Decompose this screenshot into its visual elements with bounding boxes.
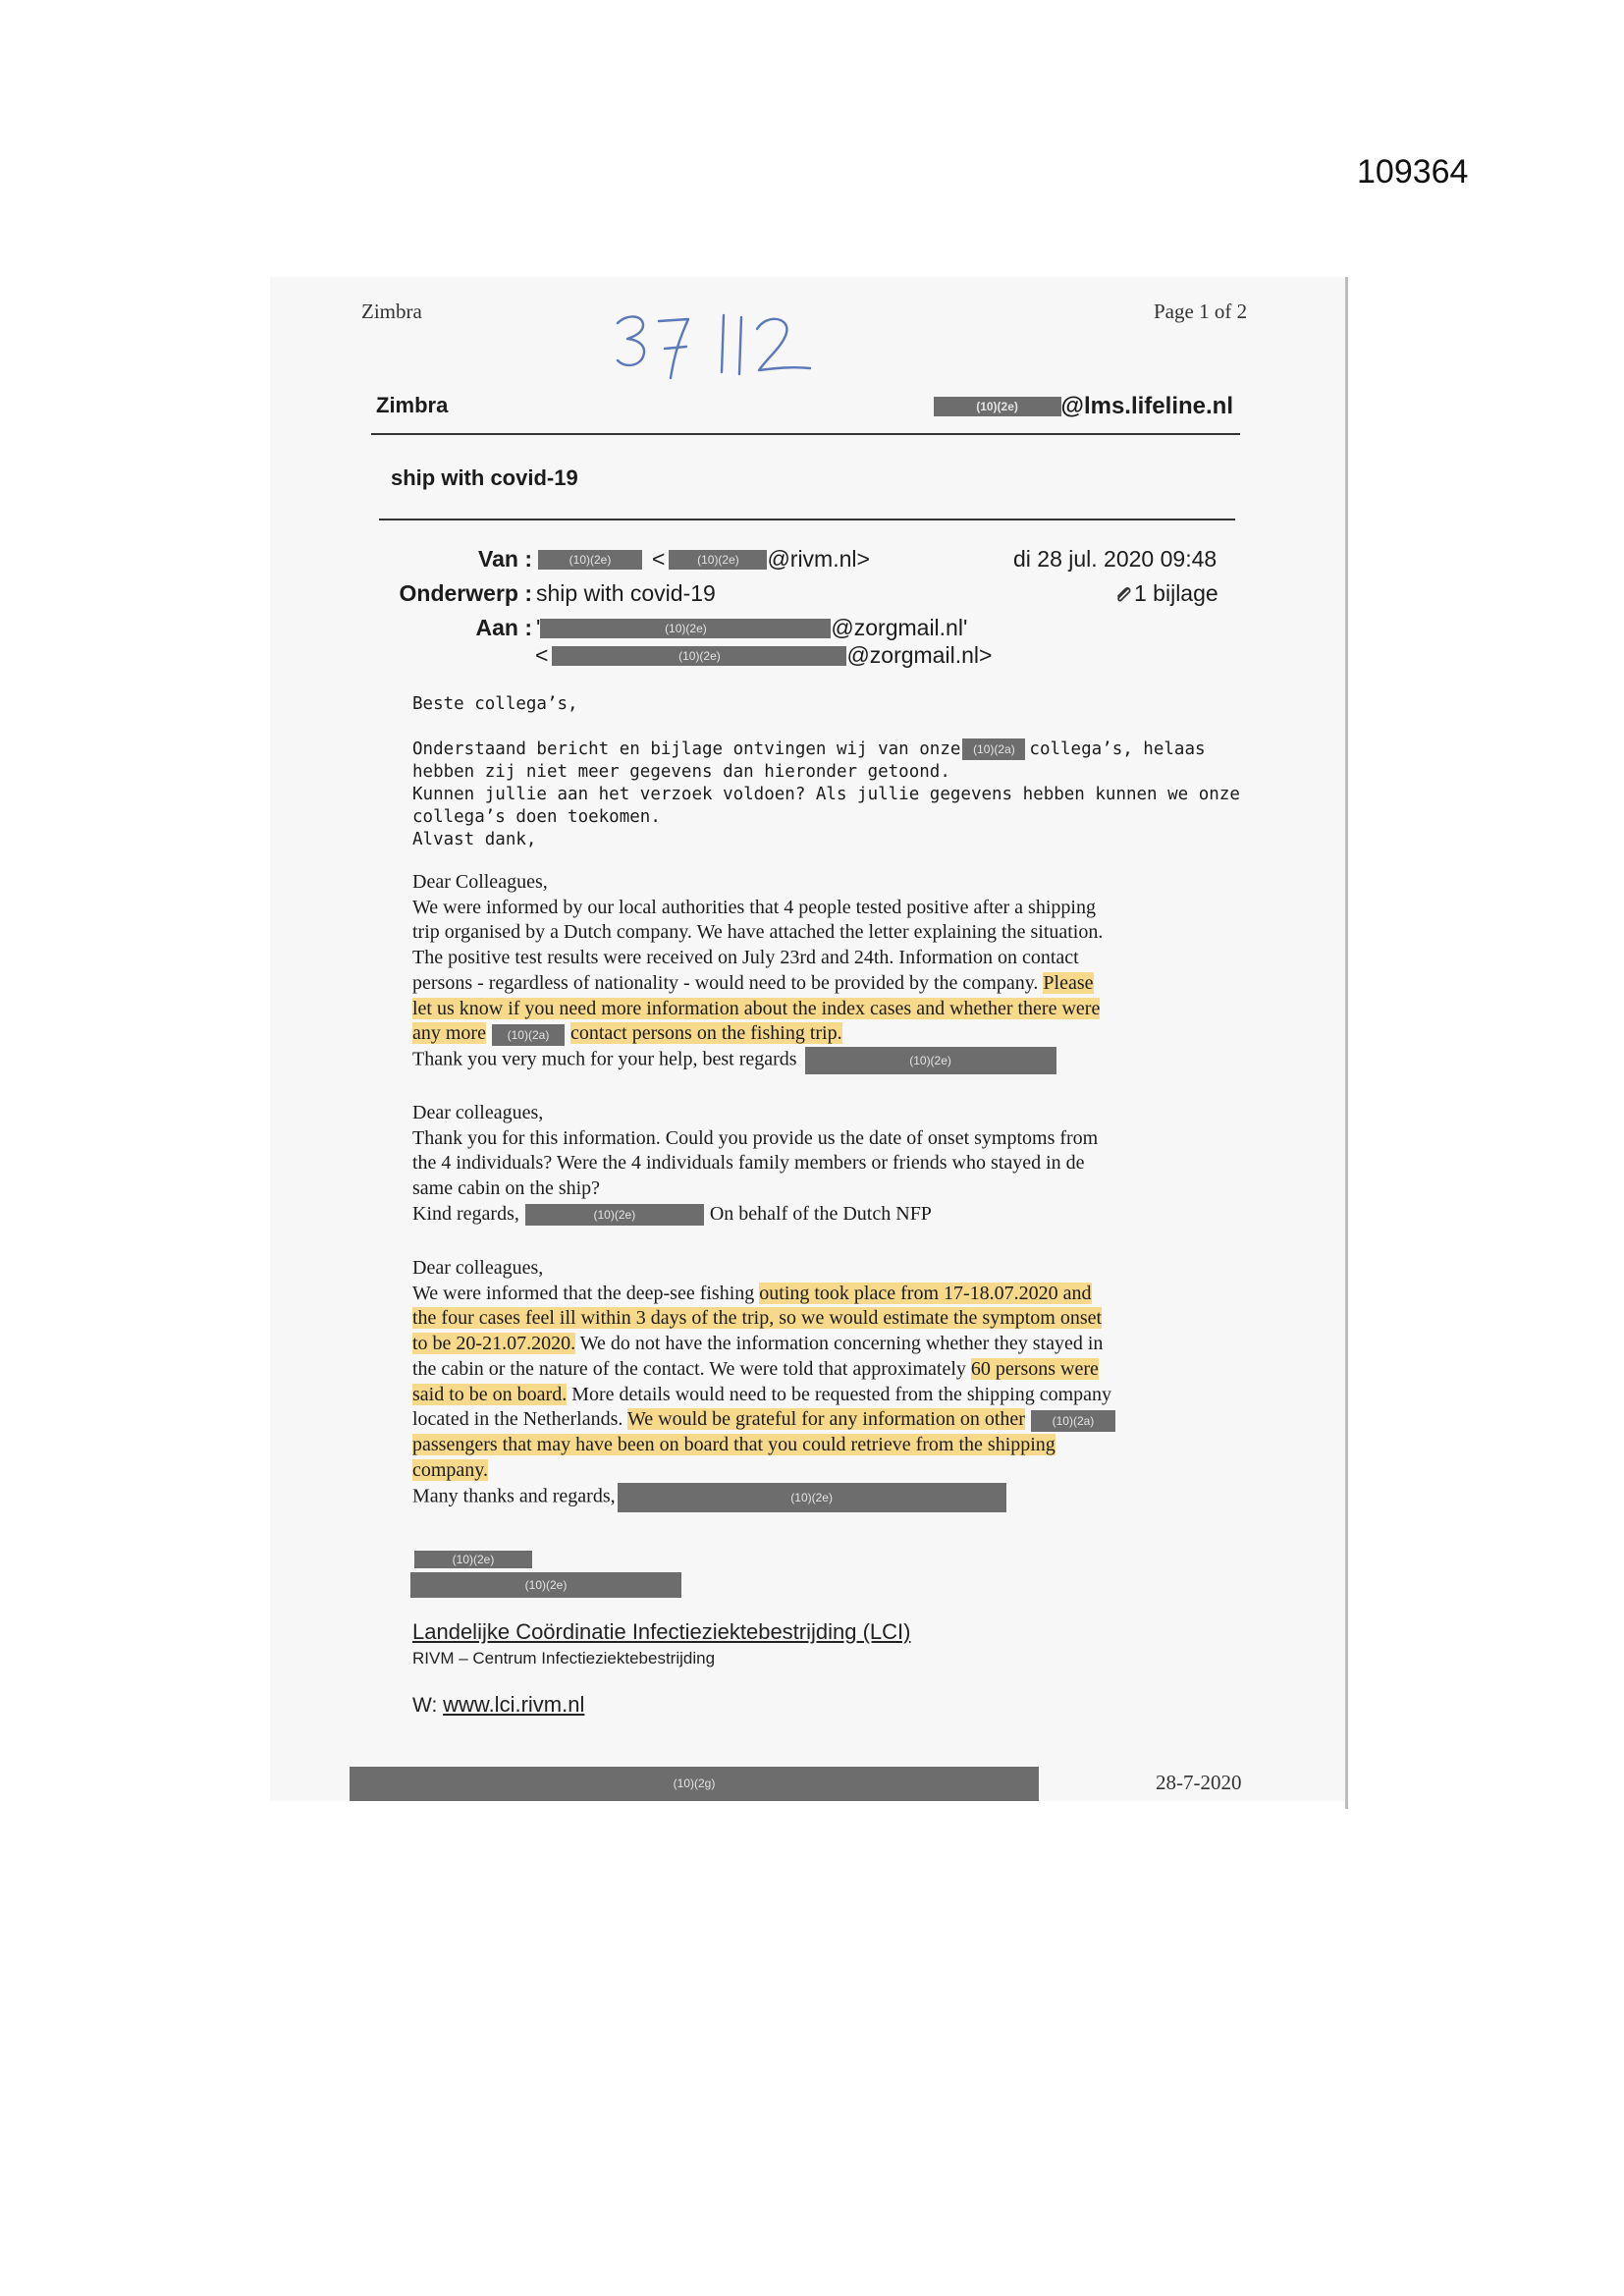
sheet-edge-shadow [1345, 277, 1348, 1809]
message3-line-9-text: Many thanks and regards, [412, 1485, 616, 1507]
message2-greeting: Dear colleagues, [412, 1102, 544, 1123]
dutch-line-2: hebben zij niet meer gegevens dan hieronder getoond. [412, 762, 950, 782]
account-domain: @lms.lifeline.nl [1060, 393, 1233, 419]
mail-app-title: Zimbra [376, 393, 449, 417]
dutch-line-3: Kunnen jullie aan het verzoek voldoen? Als jullie gegevens hebben kunnen we onze [412, 785, 1240, 804]
message1-greeting: Dear Colleagues, [412, 871, 548, 893]
message2-line-4-redaction: (10)(2e) [525, 1204, 704, 1226]
signature-department: RIVM – Centrum Infectieziektebestrijding [412, 1649, 716, 1667]
dutch-line-4: collega’s doen toekomen. [412, 807, 661, 827]
message2-line-3: same cabin on the ship? [412, 1177, 601, 1200]
account-address [934, 393, 1233, 420]
message1-line-6 [412, 1021, 1103, 1047]
print-header-app: Zimbra [361, 300, 422, 323]
header-from-row [393, 546, 870, 573]
message3-line-9 [412, 1483, 1115, 1512]
handwritten-number [614, 309, 839, 393]
message1-line-7 [412, 1047, 1103, 1074]
paperclip-icon [1112, 583, 1134, 605]
header-to-row [393, 615, 967, 641]
signature-org-link[interactable]: Landelijke Coördinatie Infectieziektebestrijding (LCI) [412, 1619, 911, 1644]
message3-line-4-highlight: 60 persons were [970, 1357, 1099, 1380]
message3-line-8-highlight: company. [412, 1458, 489, 1481]
message1-line-6-redaction: (10)(2a) [492, 1024, 565, 1046]
to-label: Aan : [475, 615, 532, 640]
signature-redaction-2-wrap [410, 1572, 681, 1598]
attachment-count: 1 bijlage [1134, 580, 1218, 606]
message1-line-4 [412, 971, 1103, 997]
signature-redaction-1: (10)(2e) [414, 1551, 532, 1568]
dutch-line-1b: collega’s, helaas [1029, 739, 1206, 759]
footer-url-redaction-wrap [350, 1767, 1039, 1801]
account-redaction: (10)(2e) [934, 397, 1061, 416]
message3-line-5 [412, 1383, 1115, 1408]
signature-redaction-1-wrap [414, 1551, 532, 1568]
attachment-info[interactable] [1112, 580, 1218, 607]
print-header-page: Page 1 of 2 [1154, 300, 1248, 323]
message2-line-1: Thank you for this information. Could you provide us the date of onset symptoms from [412, 1126, 1099, 1149]
to-line2-domain: @zorgmail.nl> [846, 642, 993, 668]
dutch-line-1a: Onderstaand bericht en bijlage ontvingen wij van onze [412, 739, 961, 759]
from-open: < [652, 546, 666, 572]
message1-line-4-highlight: Please [1043, 971, 1094, 994]
message3-line-1a: We were informed that the deep-see fishing [412, 1282, 755, 1304]
message1-line-1: We were informed by our local authorities that 4 people tested positive after a shipping [412, 896, 1096, 918]
to-line1-redaction: (10)(2e) [540, 619, 831, 638]
dutch-greeting: Beste collega’s, [412, 694, 578, 714]
handwritten-number-drawing [614, 309, 839, 388]
message3-line-4a: the cabin or the nature of the contact. We were told that approximately [412, 1357, 966, 1380]
to-line1-open: ' [536, 615, 541, 640]
from-name-redaction: (10)(2e) [538, 550, 642, 570]
dutch-line-5: Alvast dank, [412, 830, 537, 849]
footer-url-redaction: (10)(2g) [350, 1767, 1039, 1801]
from-domain: @rivm.nl> [767, 546, 870, 572]
subject-value: ship with covid-19 [536, 580, 716, 606]
subject-title: ship with covid-19 [391, 465, 578, 490]
message3-line-7 [412, 1433, 1115, 1458]
message3-line-1-highlight: outing took place from 17-18.07.2020 and [759, 1282, 1092, 1304]
message3-line-5-highlight: said to be on board. [412, 1383, 568, 1405]
message3-line-1 [412, 1282, 1115, 1307]
message3-line-3b: We do not have the information concerning whether they stayed in [579, 1333, 1104, 1355]
message3-line-2 [412, 1306, 1115, 1332]
message1-line-4a: persons - regardless of nationality - would need to be provided by the company. [412, 971, 1039, 994]
message3-greeting: Dear colleagues, [412, 1257, 544, 1279]
subject-label: Onderwerp : [399, 580, 532, 606]
message2 [412, 1101, 1098, 1228]
message1-line-5 [412, 997, 1103, 1022]
from-label: Van : [478, 546, 532, 572]
message2-line-2: the 4 individuals? Were the 4 individuals family members or friends who stayed in de [412, 1152, 1085, 1175]
message3-line-3 [412, 1332, 1115, 1357]
message1-line-7-text: Thank you very much for your help, best regards [412, 1048, 797, 1070]
message3-line-6-redaction: (10)(2a) [1031, 1410, 1115, 1432]
message3-line-9-redaction: (10)(2e) [618, 1483, 1006, 1512]
message2-line-4b: On behalf of the Dutch NFP [709, 1202, 932, 1225]
message3-line-2-highlight: the four cases feel ill within 3 days of the trip, so we would estimate the symptom onset [412, 1307, 1103, 1330]
dutch-line-1 [412, 738, 1206, 761]
message3-line-8 [412, 1458, 1115, 1484]
subject-divider [379, 519, 1235, 520]
footer-date: 28-7-2020 [1156, 1771, 1242, 1794]
message3-line-6-highlight: We would be grateful for any information on other [627, 1408, 1025, 1431]
signature-web-label: W: [412, 1694, 438, 1717]
message3 [412, 1256, 1115, 1512]
message3-line-6a: located in the Netherlands. [412, 1408, 623, 1431]
message1-line-5-highlight: let us know if you need more information about the index cases and whether there were [412, 997, 1101, 1019]
header-to-row-2 [535, 642, 992, 669]
message3-line-6 [412, 1407, 1115, 1433]
message3-line-7-highlight: passengers that may have been on board that you could retrieve from the shipping [412, 1433, 1056, 1455]
header-divider [371, 433, 1240, 435]
to-line2-open: < [535, 642, 549, 668]
message2-line-4 [412, 1202, 1098, 1228]
message3-line-4 [412, 1357, 1115, 1383]
dutch-line-1-redaction: (10)(2a) [962, 738, 1025, 760]
header-date: di 28 jul. 2020 09:48 [1013, 546, 1218, 572]
message1 [412, 870, 1103, 1074]
to-line2-redaction: (10)(2e) [552, 646, 846, 666]
message2-line-4a: Kind regards, [412, 1202, 519, 1225]
message3-line-3-highlight: to be 20-21.07.2020. [412, 1333, 576, 1355]
message1-line-6a-highlight: any more [412, 1022, 486, 1045]
signature-web-link[interactable]: www.lci.rivm.nl [443, 1692, 585, 1717]
message1-line-7-redaction: (10)(2e) [805, 1047, 1056, 1074]
to-line1-domain: @zorgmail.nl' [831, 615, 968, 640]
document-number: 109364 [1357, 153, 1469, 191]
header-subject-row [393, 580, 716, 607]
message1-line-3: The positive test results were received on July 23rd and 24th. Information on contact [412, 947, 1079, 969]
message1-line-2: trip organised by a Dutch company. We have attached the letter explaining the situation. [412, 921, 1104, 944]
from-local-redaction: (10)(2e) [669, 550, 767, 570]
signature-web [412, 1692, 584, 1718]
message1-line-6b-highlight: contact persons on the fishing trip. [569, 1022, 842, 1045]
signature-redaction-2: (10)(2e) [410, 1572, 681, 1598]
message3-line-5b: More details would need to be requested from the shipping company [571, 1383, 1112, 1405]
